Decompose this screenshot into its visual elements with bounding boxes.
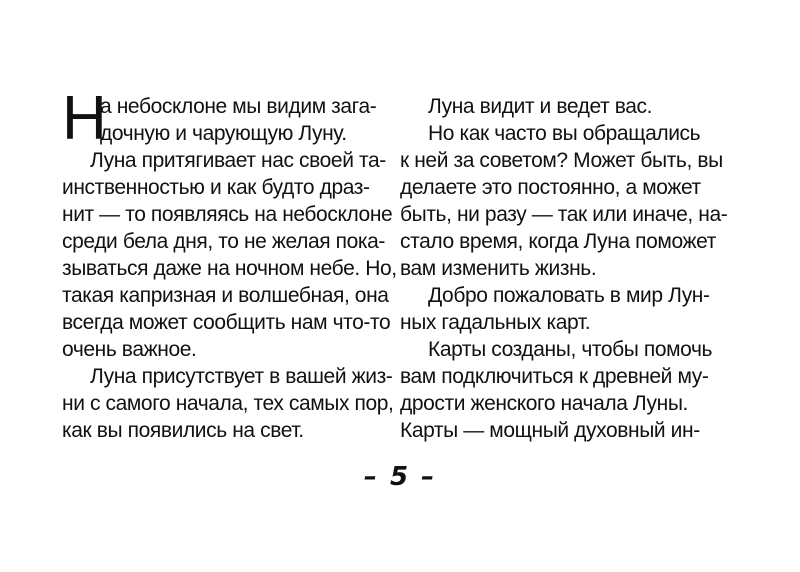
text-line: стало время, когда Луна поможет [400, 230, 716, 253]
text-line: как вы появились на свет. [62, 419, 304, 442]
text-line: Добро пожаловать в мир Лун- [428, 284, 710, 307]
text-line: вам изменить жизнь. [400, 257, 597, 280]
text-line: инственностью и как будто драз- [62, 176, 370, 199]
text-line: Луна присутствует в вашей жиз- [90, 365, 393, 388]
text-line: очень важное. [62, 338, 197, 361]
text-line: дрости женского начала Луны. [400, 392, 688, 415]
text-line: дочную и чарующую Луну. [100, 122, 347, 145]
left-column [62, 84, 397, 444]
text-line: Карты созданы, чтобы помочь [428, 338, 713, 361]
text-line: быть, ни разу — так или иначе, на- [400, 203, 728, 226]
text-line: вам подключиться к древней му- [400, 365, 709, 388]
text-line: Но как часто вы обращались [428, 122, 701, 145]
text-line: Карты — мощный духовный ин- [400, 419, 700, 442]
text-line: к ней за советом? Может быть, вы [400, 149, 723, 172]
text-line: ных гадальных карт. [400, 311, 591, 334]
drop-cap-letter: Н [62, 84, 107, 153]
text-line: среди бела дня, то не желая пока- [62, 230, 385, 253]
text-line: зываться даже на ночном небе. Но, [62, 257, 397, 280]
text-line: ни с самого начала, тех самых пор, [62, 392, 394, 415]
text-line: Луна видит и ведет вас. [428, 95, 653, 118]
text-line: а небосклоне мы видим зага- [100, 95, 377, 118]
right-column [400, 93, 728, 444]
page-number: – 5 – [363, 462, 437, 492]
first-paragraph [62, 84, 392, 153]
text-line: делаете это постоянно, а может [400, 176, 701, 199]
text-line: нит — то появляясь на небосклоне [62, 203, 393, 226]
text-line: Луна притягивает нас своей та- [90, 149, 386, 172]
text-line: всегда может сообщить нам что-то [62, 311, 391, 334]
text-line: такая капризная и волшебная, она [62, 284, 389, 307]
